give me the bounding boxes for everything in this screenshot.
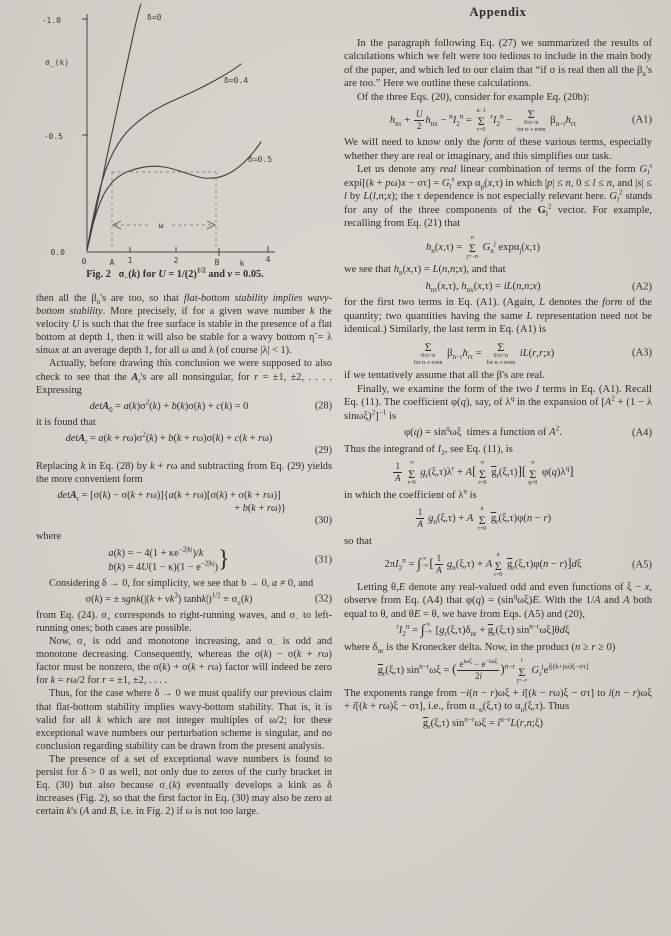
y-axis-label-top: -1.0	[41, 16, 61, 25]
figure-caption: Fig. 2 $\sigma_-(k)$ for $U = 1/(2)^{1/2}$ and ν = 0.05.	[86, 266, 264, 283]
paragraph: where $\delta_{nr}$ is the Kronecker delta. Now, in the product (n ≥ r ≥ 0)	[344, 641, 616, 656]
equation-body: $2\pi I_2^n$ = ∫ ∞ −∞ [ $\frac{1}{A}$ $g_n(\xi,\tau) + A$ n Σ r=0 $\overline{g}_r(\xi,\tau)\varphi(n - r)]d\xi$	[384, 552, 582, 578]
paragraph: Finally, we examine the form of the two I terms in Eq. (A1). Recall Eq. (11). The coefficient φ(q), say, of $\lambda^q$ in the expansion of [$A^2 + (1 - \lambda$ sinωξ)$^2$]$^{-1}$ is	[344, 383, 653, 422]
equation-body: Σ 0≤r<n for n−r even $\beta_{n-r}h_{r\tau}$ = Σ 0≤r<n for n−r even iL(r,r;x)	[413, 339, 555, 367]
equation-body: $\frac{1}{A}$ $g_n(\xi,\tau) + A$ n Σ r=0 $\overline{g}_r(\xi,\tau)\varphi(n - r)$	[417, 506, 552, 532]
equation-31	[36, 547, 332, 574]
equation-A3	[344, 340, 652, 366]
equation-29	[36, 432, 332, 457]
curve-delta-0	[87, 4, 141, 250]
equation-body: $h_{n\tau}$ + $\frac{U}{2}$ $h_{nx} - ^nI_2^n$ = n−1 Σ r=0 $^rI_2^n$ − Σ 0≤r<n for n−r even $\beta_{n-r}h_{r\tau}$	[389, 107, 577, 134]
equation-coefficient	[344, 505, 652, 531]
right-column	[344, 6, 652, 733]
equation-number: (A1)	[631, 114, 652, 126]
equation-body: $\det A_0 = a(k)\sigma^2(k) + b(k)\sigma(k) + c(k) = 0$	[89, 398, 249, 414]
paragraph: it is found that	[36, 416, 96, 428]
curve-delta-0p4	[87, 64, 241, 250]
curve-label-delta-0p5: δ=0.5	[248, 155, 273, 164]
paragraph: Letting θ,E denote any real-valued odd and even functions of ξ − x, observe from Eq. (A4) that $\varphi(q) = (\sin^q\omega\xi)E$. With the 1/A and A both equal to θ, and θE = θ, we have from Eqs. (A5) and (20),	[344, 581, 652, 620]
equation-A2	[344, 280, 652, 294]
equation-hn	[344, 234, 652, 260]
curve-delta-0p5	[87, 142, 261, 250]
equation-A4	[344, 426, 652, 440]
equation-A5	[344, 551, 652, 577]
paragraph: Thus the integrand of $I_2$, see Eq. (11), is	[344, 443, 513, 458]
x-tick-label-4: 4	[265, 255, 271, 264]
paragraph: so that	[344, 535, 372, 547]
paragraph: Considering δ → 0, for simplicity, we see that b → 0, a ≠ 0, and	[49, 577, 314, 589]
equation-number: (31)	[314, 554, 332, 566]
curve-label-delta-0: δ=0	[147, 13, 162, 22]
equation-body: $\varphi(q) = \sin^q\omega\xi$ times a function of $A^2$.	[404, 424, 562, 439]
equation-body: $\overline{g}_r(\xi,\tau) \sin^{n-r}\omega\xi$ = $i^{n-r}L(r,n;\xi)$	[422, 715, 544, 731]
equation-body: a(k) = − $4(1 + \kappa e^{-2|k|})/k$ $b(k) = 4U(1 - \kappa)(1 - e^{-2|k|})$ }	[108, 545, 230, 574]
paragraph: in which the coefficient of $\lambda^n$ is	[344, 487, 477, 501]
equation-body: $\overline{g}_r(\xi,\tau) \sin^{n-r}\omega\xi$ = ( $\frac{e^{i\omega\xi} - e^{-i\omega\xi}}{2i}$ )$^{n-r}$ r Σ j=−r $G_r^je^{i[(k+j\omega)\xi-\sigma\tau]}$	[377, 658, 589, 684]
paragraph: we see that $h_n(x,\tau)$ = L(n,n;x), and that	[344, 264, 506, 278]
equation-A1	[344, 107, 652, 133]
x-axis-title: k	[239, 259, 245, 268]
dashed-guides	[112, 172, 216, 251]
x-tick-label-0: 0	[81, 257, 87, 266]
equation-number: (30)	[314, 515, 332, 527]
equation-integrand	[344, 459, 652, 485]
equation-rI2n	[344, 624, 652, 638]
equation-body: σ(k) = ± sgnk(|(k + $\nu k^3$) $\tanh k|)^{1/2} \equiv \sigma_\pm(k)$	[85, 591, 253, 607]
equation-30	[36, 489, 332, 527]
figure-2	[0, 0, 340, 292]
equation-body: $^rI_2^n$ = ∫ ∞ −∞ [$g_r(\xi,\tau)\delta_{nr} + \overline{g}_r(\xi,\tau)$ $\sin^{n-r}\omega\xi]\theta d\xi$	[396, 622, 570, 639]
equation-body: detA$_r$ = [σ(k) − σ(k + rω)]{a(k + rω)[σ(k) + σ(k + rω)] + b(k + rω)}	[57, 490, 286, 515]
paragraph: Now, $\sigma_+$ is odd and monotone increasing, and $\sigma_-$ is odd and monotone decreasing. Consequently, whereas the σ(k) − σ(k + rω) factor must be nonzero, the σ(k) + σ(k + rω) factor will indeed be zero for k = rω/2 for r = ±1, ±2, . . . .	[36, 636, 332, 687]
equation-gbar-L	[344, 717, 652, 731]
paragraph: In the paragraph following Eq. (27) we summarized the results of calculations which we felt were too tedious to include in the main body of the paper, and which led to our claim that “if σ is real then all the $\beta_n's$ are too.” Here we outline these calculations.	[344, 37, 652, 89]
paragraph: The exponents range from −i(n − r)ωξ + i[(k − rω)ξ − στ] to i(n − r)ωξ + i[(k + rω)ξ − στ], i.e., from $\alpha_{-n}(\xi,\tau)$ to $\alpha_n(\xi,\tau)$. Thus	[344, 687, 652, 715]
equation-number: (A5)	[631, 558, 652, 570]
point-A-label: A	[109, 258, 115, 267]
y-axis-label-mid: -0.5	[43, 132, 63, 141]
paragraph: We will need to know only the form of these various terms, especially whether they are real or imaginary, and this simplifies our task.	[344, 137, 652, 162]
equation-number: (A2)	[631, 280, 652, 292]
equation-32	[36, 593, 332, 606]
paragraph: from Eq. (24). $\sigma_+$ corresponds to right-running waves, and $\sigma_-$ to left-running ones; both cases are possible.	[36, 609, 333, 634]
paragraph: The presence of a set of exceptional wave numbers is found to persist for δ > 0 as well, not only due to zeros of the curly bracket in Eq. (30) but also because $\sigma_-(k)$ eventually develops a kink as δ increases (Fig. 2), so that the first factor in Eq. (30) may also be zero at certain k's (A and B, i.e. in Fig. 2) if ω is not too large.	[36, 753, 332, 818]
equation-number: (28)	[314, 400, 332, 412]
equation-number: (32)	[314, 593, 332, 605]
paragraph: Replacing k in Eq. (28) by k + rω and subtracting from Eq. (29) yields the more convenient form	[36, 461, 332, 486]
paragraph: then all the $\beta_n's$ are too, so that flat-bottom stability implies wavy-bottom stability. More precisely, if for a given wave number k the velocity U is such that the free surface is stable in the presence of a flat bottom at depth 1, then it will also be stable for a wavy bottom η̃ = λ sinωx at an average depth 1, for all ω and λ (of course |λ| < 1).	[36, 293, 333, 357]
figure-2-chart	[0, 0, 340, 268]
equation-28	[36, 400, 332, 413]
equation-body: $h_{n\tau}(x,\tau)$, $h_{nx}(x,\tau)$ = iL(n,n;x)	[425, 280, 541, 295]
paragraph: if we tentatively assume that all the β's are real.	[344, 370, 545, 382]
y-axis-label-zero: 0.0	[50, 248, 65, 257]
x-tick-label-1: 1	[127, 256, 133, 265]
equation-body: $\frac{1}{A}$ ∞ Σ r=0 $g_r(\xi,\tau)\lambda^r + A$[ ∞ Σ r=0 $\overline{g}_r(\xi,\tau)$][ ∞ Σ q=0 $\varphi(q)\lambda^q$]	[394, 460, 574, 486]
paragraph: Of the three Eqs. (20), consider for example Eq. (20b):	[357, 91, 590, 103]
point-B-label: B	[214, 258, 220, 267]
paragraph: Actually, before drawing this conclusion we were supposed to also check to see that the $A_r's$ are all nonsingular, for r = ±1, ±2, . . . . Expressing	[36, 358, 333, 396]
paragraph: where	[36, 531, 62, 543]
left-column	[36, 292, 332, 818]
paragraph: for the first two terms in Eq. (A1). (Again, L denotes the form of the quantity; two quantities having the same L representation need not be identical.) Similarly, the last term in Eq. (A1) is	[344, 297, 653, 336]
omega-span-label: ω	[158, 221, 164, 230]
equation-body: $\det A_r = a(k + r\omega)\sigma^2(k) + b(k + r\omega)\sigma(k) + c(k + r\omega)$	[65, 430, 273, 446]
appendix-heading: Appendix	[469, 5, 527, 19]
y-axis-title: σ_(k)	[45, 58, 70, 67]
paragraph: Let us denote any real linear combination of terms of the form $G_l^s$ $\exp i[(k + p\omega)x - \sigma\tau] = G_l^s$ $\exp \alpha_p(x,\tau)$ in which |p| ≤ n, 0 ≤ l ≤ n, and |s| ≤ l by L(l,n;x); the τ dependence is not especially relevant here. $G_l^2$ stands for any of the three components of the $G_l^2$ vector. For example, recalling from Eq. (21) that	[344, 161, 653, 230]
equation-number: (A3)	[631, 347, 652, 359]
equation-body: $h_n(x,\tau)$ = n Σ j=−n $G_n^j$ expα$_j$(x,τ)	[426, 234, 540, 261]
x-tick-label-2: 2	[173, 256, 179, 265]
equation-number: (A4)	[631, 427, 652, 439]
curve-label-delta-0p4: δ=0.4	[224, 76, 249, 85]
paragraph: Thus, for the case where δ → 0 we must qualify our previous claim that flat-bottom stability implies wavy-bottom stability. That is, it is valid for all k which are not integer multiples of ω/2; for these exceptional wave numbers our perturbation scheme is singular, and no conclusion regarding stability can be drawn from the present analysis.	[36, 688, 332, 752]
equation-gbar-product	[344, 657, 652, 683]
equation-number: (29)	[314, 444, 332, 456]
